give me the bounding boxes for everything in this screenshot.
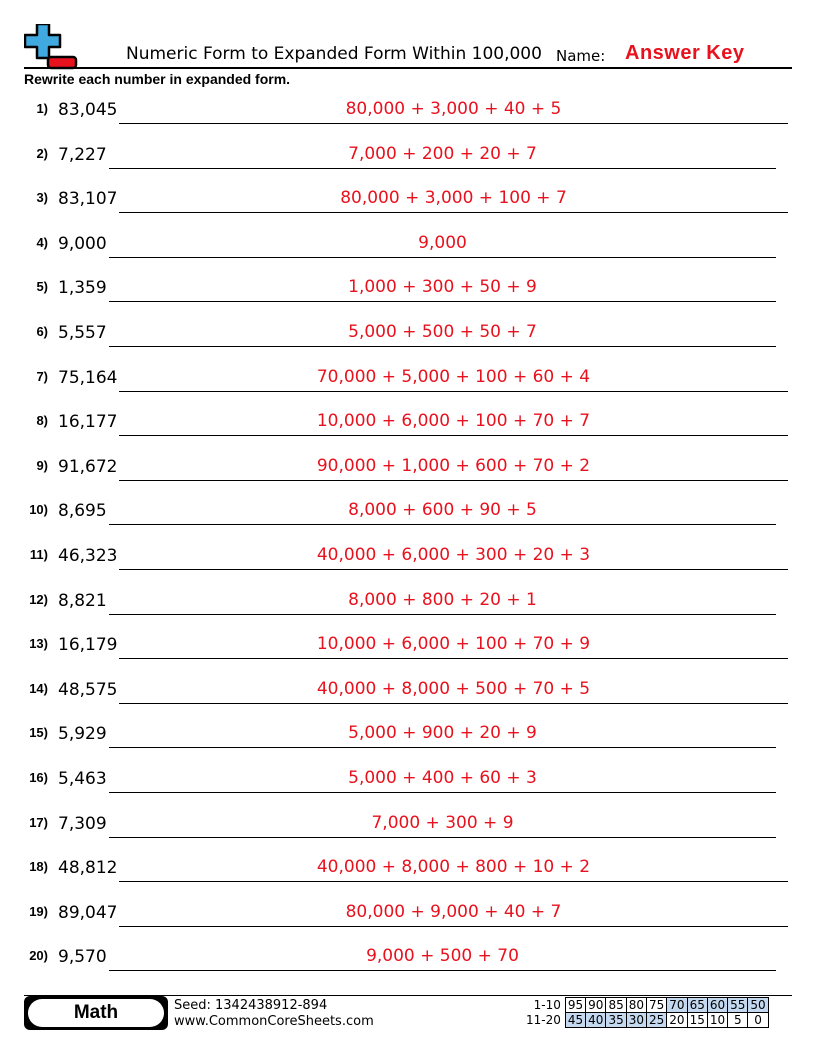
problem-number: 10) — [29, 502, 48, 518]
answer-text: 90,000 + 1,000 + 600 + 70 + 2 — [316, 455, 591, 476]
problem-number: 13) — [29, 636, 48, 652]
answer-line — [109, 837, 776, 838]
score-cell: 15 — [687, 1013, 707, 1028]
answer-text: 5,000 + 400 + 60 + 3 — [348, 768, 537, 788]
problem-value: 16,177 — [58, 412, 118, 433]
problem-number: 17) — [29, 814, 48, 830]
answer-line — [119, 569, 788, 570]
answer-text: 7,000 + 300 + 9 — [371, 812, 514, 833]
problem-value: 7,309 — [58, 813, 107, 834]
problem-value: 83,107 — [58, 189, 118, 210]
problem-number: 18) — [29, 859, 48, 875]
problem-value: 5,463 — [58, 769, 107, 789]
score-cell: 95 — [565, 998, 585, 1013]
problem-number: 8) — [36, 413, 48, 429]
problem-value: 9,570 — [58, 947, 107, 968]
problem-number: 6) — [36, 324, 48, 339]
problem-value: 16,179 — [58, 635, 118, 656]
score-row — [524, 1013, 768, 1028]
answer-line — [119, 435, 788, 436]
problem-row — [0, 623, 816, 663]
problem-row — [0, 133, 816, 173]
score-table — [524, 997, 769, 1028]
problem-number: 19) — [29, 903, 48, 919]
problem-number: 3) — [36, 190, 48, 206]
answer-text: 40,000 + 8,000 + 500 + 70 + 5 — [316, 678, 591, 699]
problem-number: 1) — [36, 101, 48, 116]
score-cell: 0 — [748, 1013, 768, 1028]
problem-row — [0, 400, 816, 440]
score-cell: 35 — [606, 1013, 626, 1028]
problem-number: 15) — [29, 725, 48, 741]
score-cell: 60 — [707, 998, 727, 1013]
answer-line — [119, 658, 788, 659]
problem-row — [0, 311, 816, 351]
score-row-label: 11-20 — [526, 1013, 561, 1027]
answer-line — [109, 747, 776, 748]
problem-number: 16) — [29, 770, 48, 785]
problem-value: 48,812 — [58, 858, 118, 879]
answer-text: 8,000 + 800 + 20 + 1 — [348, 589, 537, 610]
website-text: www.CommonCoreSheets.com — [174, 1014, 374, 1029]
problem-value: 75,164 — [58, 367, 118, 388]
answer-text: 80,000 + 3,000 + 100 + 7 — [340, 188, 567, 209]
problem-row — [0, 891, 816, 931]
answer-text: 80,000 + 3,000 + 40 + 5 — [345, 99, 562, 119]
score-cell: 45 — [565, 1013, 585, 1028]
problem-row — [0, 846, 816, 886]
problem-row — [0, 489, 816, 529]
answer-line — [119, 926, 788, 927]
name-label: Name: — [556, 47, 606, 65]
score-row-label: 1-10 — [533, 998, 561, 1012]
answer-text: 9,000 — [418, 232, 467, 253]
seed-text: Seed: 1342438912-894 — [174, 998, 328, 1013]
answer-line — [109, 524, 776, 525]
problem-number: 2) — [36, 145, 48, 161]
problem-row — [0, 712, 816, 752]
answer-line — [109, 792, 776, 793]
problem-row — [0, 757, 816, 797]
header-divider — [24, 67, 792, 69]
problem-value: 5,557 — [58, 323, 107, 343]
answer-line — [109, 970, 776, 971]
problem-value: 5,929 — [58, 724, 107, 745]
problem-number: 9) — [36, 457, 48, 473]
problem-row — [0, 579, 816, 619]
problem-value: 83,045 — [58, 100, 118, 120]
answer-text: 40,000 + 6,000 + 300 + 20 + 3 — [316, 545, 591, 565]
answer-text: 7,000 + 200 + 20 + 7 — [348, 143, 537, 164]
answer-text: 80,000 + 9,000 + 40 + 7 — [345, 901, 562, 922]
score-cell: 85 — [606, 998, 626, 1013]
answer-line — [119, 123, 788, 124]
answer-line — [109, 257, 776, 258]
problem-row — [0, 935, 816, 975]
answer-line — [119, 391, 788, 392]
subject-badge — [24, 996, 168, 1030]
problem-row — [0, 668, 816, 708]
problem-row — [0, 445, 816, 485]
page-title: Numeric Form to Expanded Form Within 100,000 — [126, 44, 542, 64]
problem-number: 14) — [29, 680, 48, 696]
problem-value: 89,047 — [58, 902, 118, 923]
problem-number: 7) — [36, 368, 48, 384]
score-cell: 50 — [748, 998, 768, 1013]
score-cell: 80 — [626, 998, 646, 1013]
problem-number: 20) — [29, 948, 48, 964]
problem-row — [0, 222, 816, 262]
problem-row — [0, 356, 816, 396]
answer-line — [119, 480, 788, 481]
problem-value: 7,227 — [58, 144, 107, 165]
problem-value: 8,695 — [58, 501, 107, 522]
answer-line — [119, 881, 788, 882]
answer-text: 5,000 + 500 + 50 + 7 — [348, 322, 537, 342]
problem-value: 48,575 — [58, 679, 118, 700]
score-cell: 90 — [586, 998, 606, 1013]
score-cell: 30 — [626, 1013, 646, 1028]
answer-text: 1,000 + 300 + 50 + 9 — [348, 277, 537, 298]
problem-number: 12) — [29, 591, 48, 607]
answer-line — [109, 346, 776, 347]
problem-value: 46,323 — [58, 546, 118, 566]
instructions: Rewrite each number in expanded form. — [24, 71, 291, 87]
score-cell: 65 — [687, 998, 707, 1013]
problem-row — [0, 177, 816, 217]
problem-value: 8,821 — [58, 590, 107, 611]
answer-line — [109, 168, 776, 169]
score-cell: 10 — [707, 1013, 727, 1028]
answer-text: 70,000 + 5,000 + 100 + 60 + 4 — [316, 366, 591, 387]
problem-number: 4) — [36, 234, 48, 250]
answer-line — [119, 703, 788, 704]
answer-text: 8,000 + 600 + 90 + 5 — [348, 500, 537, 521]
score-cell: 75 — [647, 998, 667, 1013]
score-cell: 25 — [647, 1013, 667, 1028]
score-cell: 55 — [728, 998, 748, 1013]
answer-text: 9,000 + 500 + 70 — [366, 946, 519, 967]
problem-number: 5) — [36, 279, 48, 295]
answer-line — [109, 614, 776, 615]
subject-label: Math — [28, 999, 164, 1027]
problem-row — [0, 534, 816, 574]
problem-number: 11) — [29, 547, 48, 562]
answer-text: 10,000 + 6,000 + 100 + 70 + 9 — [316, 634, 591, 655]
problem-value: 91,672 — [58, 456, 118, 477]
answer-line — [119, 212, 788, 213]
problem-value: 1,359 — [58, 278, 107, 299]
problem-row — [0, 88, 816, 128]
answer-text: 5,000 + 900 + 20 + 9 — [348, 723, 537, 744]
score-cell: 20 — [667, 1013, 687, 1028]
answer-key-label: Answer Key — [625, 42, 745, 64]
answer-text: 10,000 + 6,000 + 100 + 70 + 7 — [316, 411, 591, 432]
score-cell: 40 — [586, 1013, 606, 1028]
score-row — [524, 998, 768, 1013]
answer-line — [109, 301, 776, 302]
answer-text: 40,000 + 8,000 + 800 + 10 + 2 — [316, 857, 591, 878]
problem-row — [0, 802, 816, 842]
problem-value: 9,000 — [58, 233, 107, 254]
plus-minus-logo-icon — [24, 24, 78, 70]
score-cell: 5 — [728, 1013, 748, 1028]
footer-info — [174, 998, 374, 1030]
problem-row — [0, 266, 816, 306]
score-cell: 70 — [667, 998, 687, 1013]
